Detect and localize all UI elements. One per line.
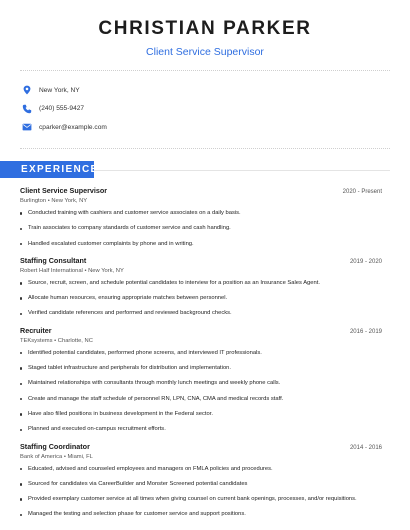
list-item: Staged tablet infrastructure and peripherals for distribution and implementation. [20, 365, 382, 372]
contact-email-text: cparker@example.com [39, 123, 107, 131]
job-entry [20, 186, 382, 248]
list-item: Educated, advised and counseled employees and managers on FMLA policies and procedures. [20, 466, 382, 473]
section-label: EXPERIENCE [21, 164, 99, 175]
job-bullets [20, 350, 382, 433]
contact-phone-text: (240) 555-9427 [39, 105, 85, 112]
list-item: Sourced for candidates via CareerBuilder and Monster Screened potential candidates [20, 481, 382, 488]
job-company: TEKsystems • Charlotte, NC [20, 337, 93, 344]
resume-header [0, 0, 410, 58]
job-title: Recruiter [20, 325, 52, 335]
job-dates: 2020 - Present [342, 189, 382, 195]
list-item: Planned and executed on-campus recruitment efforts. [20, 426, 382, 433]
job-bullets [20, 466, 382, 519]
list-item: Conducted training with cashiers and customer service associates on a daily basis. [20, 210, 382, 217]
experience-list [0, 178, 410, 518]
experience-section-header [0, 161, 99, 178]
candidate-name: CHRISTIAN PARKER [98, 18, 312, 39]
job-bullets [20, 280, 382, 318]
job-dates: 2016 - 2019 [349, 328, 382, 335]
job-company: Robert Half International • New York, NY [20, 267, 124, 274]
job-bullets [20, 210, 382, 248]
list-item: Identified potential candidates, performed phone screens, and interviewed IT professionals. [20, 350, 382, 357]
location-pin-icon [22, 85, 32, 95]
job-company: Burlington • New York, NY [20, 198, 88, 204]
list-item: Provided exemplary customer service at all times when giving counsel on current bank openings, processes, and/or requisitions. [20, 496, 382, 503]
job-title: Staffing Consultant [20, 255, 87, 265]
contact-divider [20, 148, 390, 149]
contact-location-text: New York, NY [39, 86, 80, 94]
list-item: Managed the testing and selection phase for customer service and support positions. [20, 511, 382, 518]
list-item: Source, recruit, screen, and schedule potential candidates to interview for a position as an Insurance Sales Agent. [20, 280, 382, 287]
contact-phone [22, 100, 410, 118]
phone-icon [22, 104, 32, 114]
section-rule [94, 170, 390, 171]
list-item: Train associates to company standards of customer service and cash handling. [20, 225, 382, 232]
contact-location [22, 81, 410, 99]
candidate-title: Client Service Supervisor [146, 46, 264, 58]
job-title: Staffing Coordinator [20, 441, 90, 451]
list-item: Allocate human resources, ensuring appropriate matches between personnel. [20, 295, 382, 302]
header-divider [20, 70, 390, 71]
job-company: Bank of America • Miami, FL [20, 453, 93, 460]
list-item: Verified candidate references and performed and reviewed background checks. [20, 310, 382, 317]
job-entry [20, 256, 382, 318]
list-item: Maintained relationships with consultants through monthly lunch meetings and weekly phone calls. [20, 380, 382, 387]
job-dates: 2019 - 2020 [349, 258, 382, 265]
list-item: Have also filled positions in business development in the Federal sector. [20, 411, 382, 418]
job-entry [20, 442, 382, 519]
contact-email [22, 118, 410, 136]
job-dates: 2014 - 2016 [349, 444, 382, 451]
list-item: Create and manage the staff schedule of personnel RN, LPN, CNA, CMA and medical records staff. [20, 396, 382, 403]
contact-list [22, 81, 410, 136]
list-item: Handled escalated customer complaints by phone and in writing. [20, 241, 382, 248]
job-title: Client Service Supervisor [20, 186, 108, 195]
job-entry [20, 326, 382, 433]
email-icon [22, 122, 32, 132]
